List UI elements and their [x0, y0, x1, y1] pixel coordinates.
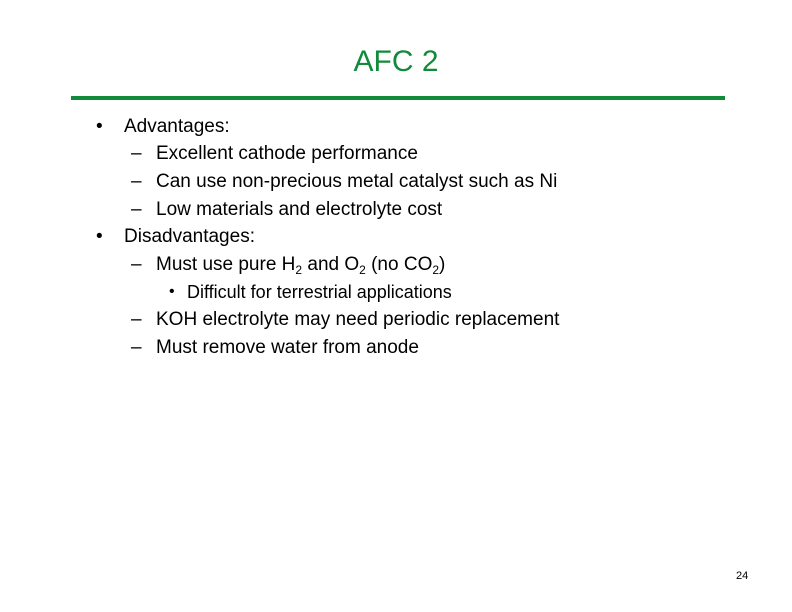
advantage-text: Low materials and electrolyte cost — [156, 199, 443, 220]
dash-marker: – — [131, 199, 142, 220]
dash-marker: – — [131, 143, 142, 164]
bullet-marker: • — [169, 283, 175, 300]
dash-marker: – — [131, 337, 142, 358]
dash-marker: – — [131, 309, 142, 330]
disadvantages-label: Disadvantages: — [124, 226, 255, 247]
advantage-text: Excellent cathode performance — [156, 143, 418, 164]
disadvantage-text-pure-gases: Must use pure $H_2$ and $O_2$ (no $CO_2$) — [156, 254, 446, 277]
slide-title: AFC 2 — [353, 45, 439, 78]
dash-marker: – — [131, 171, 142, 192]
dash-marker: – — [131, 254, 142, 275]
disadvantage-text: KOH electrolyte may need periodic replacement — [156, 309, 560, 330]
bullet-marker: • — [96, 116, 103, 137]
bullet-marker: • — [96, 226, 103, 247]
disadvantage-subitem-text: Difficult for terrestrial applications — [187, 282, 452, 302]
page-number: 24 — [736, 570, 749, 582]
disadvantage-text: Must remove water from anode — [156, 337, 419, 358]
advantages-label: Advantages: — [124, 116, 230, 137]
title-divider — [71, 96, 725, 100]
advantage-text: Can use non-precious metal catalyst such as Ni — [156, 171, 558, 192]
